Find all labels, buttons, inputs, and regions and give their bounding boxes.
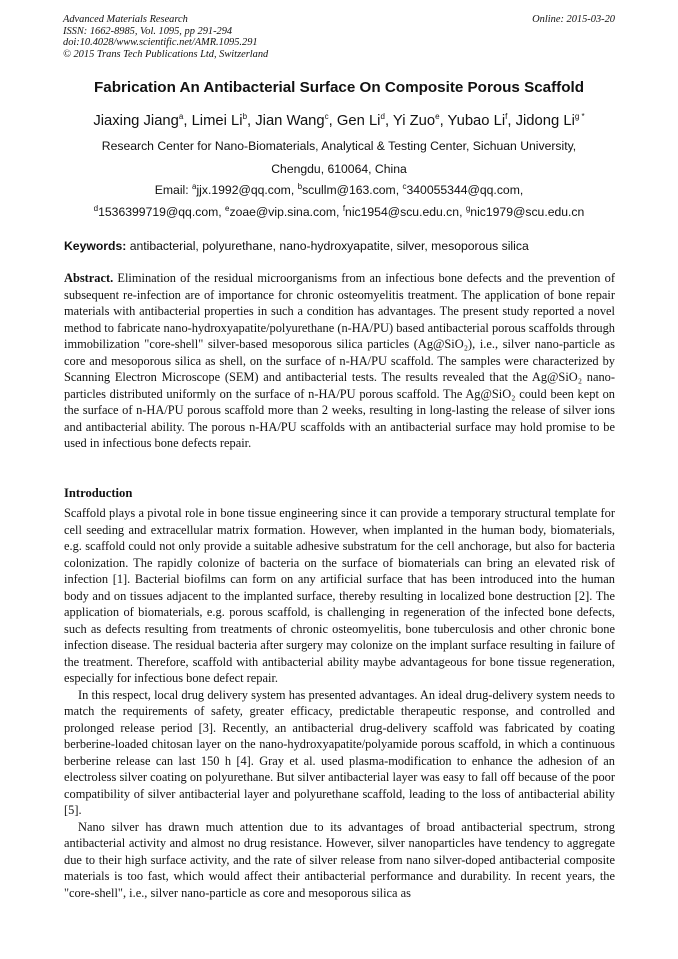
email-line-2: $^d$1536399719@qq.com, $^e$zoae@vip.sina.com, $^f$nic1954@scu.edu.cn, $^g$nic1979@scu.edu.cn [93,204,585,220]
author-name: Jian Wang [255,112,325,129]
doi-line: doi:10.4028/www.scientific.net/AMR.1095.291 [63,37,258,49]
email-mark: e [225,204,230,213]
author-list: Jiaxing Jiang$^a$, Limei Li$^b$, Jian Wang$^c$, Gen Li$^d$, Yi Zuo$^e$, Yubao Li$^f$, Jidong $Li^{g *}$ [93,112,585,129]
introduction-body [64,505,615,901]
email-mark: f [342,204,346,213]
author-name: Yi Zuo [392,112,436,129]
author-name: Jiaxing Jiang [93,112,179,129]
author-name: Yubao Li [447,112,506,129]
email-label: Email: [154,183,193,198]
email-address[interactable]: nic1954@scu.edu.cn [345,205,460,220]
keywords [64,239,616,253]
author-affil-mark: g * [574,112,585,121]
keywords-text: antibacterial, polyurethane, nano-hydroxyapatite, silver, mesoporous silica [129,239,529,253]
affiliation-line-1: Research Center for Nano-Biomaterials, Analytical & Testing Center, Sichuan University, [101,139,577,153]
email-mark: a [192,182,197,191]
email-mark: g [465,204,471,213]
intro-paragraph: In this respect, local drug delivery system has presented advantages. An ideal drug-delivery system needs to match the requirements of safety, greater efficacy, predictable therapeutic response, and controlled and prolonged release period [3]. Recently, an antibacterial drug-delivery scaffold was fabricated by coating berberine-loaded chitosan layer on the nano-hydroxyapatite/polyamide porous scaffold, in which a continuous berberine release can last 150 h [4]. Gray et al. used plasma-modification to enhance the adhesion of an electroless silver coating on polyurethane. But silver antibacterial layer was easy to fall off because of the poor compatibility of silver antibacterial layer and polyurethane scaffold, leading to the loss of antibacterial ability [5]. [64,687,615,817]
email-address[interactable]: 340055344@qq.com [406,183,520,198]
email-address[interactable]: 1536399719@qq.com [98,205,219,220]
online-date: Online: 2015-03-20 [532,14,615,25]
author-affil-mark: b [242,112,248,121]
author-affil-mark: d [380,112,385,121]
email-address[interactable]: nic1979@scu.edu.cn [470,205,585,220]
issn-line: ISSN: 1662-8985, Vol. 1095, pp 291-294 [63,25,233,37]
affiliation-line-2: Chengdu, 610064, China [271,162,407,176]
author-affil-mark: f [505,112,508,121]
author-name: Jidong Li [515,112,575,129]
email-mark: c [402,182,407,191]
author-affil-mark: e [435,112,440,121]
email-line-1: Email: $^a$jjx.1992@qq.com, $^b$scullm@163.com, $^c$340055344@qq.com, [154,182,524,198]
email-address[interactable]: jjx.1992@qq.com [196,183,291,198]
intro-paragraph: Scaffold plays a pivotal role in bone tissue engineering since it can provide a temporary structural template for cell seeding and extracellular matrix formation. However, when implanted in the human body, biomaterials, e.g. scaffold could not only provide a suitable adhesive substratum for the cell anchorage, but also for bacteria colonization. The rapidly colonize of bacteria on the surface of biomaterials can bring an elevated risk of infection [1]. Bacterial biofilms can form on any artificial surface that has been introduced into the human body and on tissues adjacent to the implanted surface, thereby resulting in localized bone destruction [2]. The application of biomaterials, e.g. porous scaffold, is challenging in regeneration of the infected bone defects, such as defects resulting from treatments of chronic osteomyelitis, bone tuberculosis and other chronic bone infection disease. The residual bacteria after surgery may colonize on the implant surface resulting in failure of the treatment. Therefore, scaffold with antibacterial ability maybe advantageous for bone tissue regeneration, especially for infectious bone defect repair. [64,506,615,685]
paper-title: Fabrication An Antibacterial Surface On Composite Porous Scaffold [93,79,584,96]
intro-paragraph: Nano silver has drawn much attention due to its advantages of broad antibacterial spectrum, strong antibacterial activity and almost no drug resistance. However, silver nanoparticles have tendency to aggregate due to their high surface activity, and the rate of silver release from nano silver-doped antibacterial composite materials is too fast, which would affect their antibacterial performance and durability. In recent years, the "core-shell", i.e., silver nano-particle as core and mesoporous silica as [64,819,615,900]
journal-name: Advanced Materials Research [63,14,188,25]
author-affil-mark: a [178,112,184,121]
email-mark: b [297,182,303,191]
abstract [64,270,615,452]
author-name: Gen Li [336,112,381,129]
keywords-label: Keywords: [64,239,127,253]
email-address[interactable]: zoae@vip.sina.com [229,205,337,220]
introduction-heading: Introduction [64,486,133,500]
abstract-label: Abstract. [64,271,114,285]
copyright-line: © 2015 Trans Tech Publications Ltd, Switzerland [63,48,269,60]
email-mark: d [93,204,99,213]
abstract-text: Elimination of the residual microorganisms from an infectious bone defects and the prevention of subsequent re-infection are of importance for chronic osteomyelitis treatment. The application of bone repair materials with antibacterial properties in such a condition has advantages. The present study reported a novel method to fabricate nano-hydroxyapatite/polyurethane (n-HA/PU) based antibacterial porous scaffolds through immobilization "core-shell" silver-based mesoporous silica particles (Ag@SiO₂), i.e., silver nano-particle as core and mesoporous silica as shell, on the surface of n-HA/PU scaffold. The samples were characterized by Scanning Electron Microscope (SEM) and antibacterial tests. The results revealed that the Ag@SiO₂ nano-particles distributed uniformly on the surface of n-HA/PU porous scaffold. The Ag@SiO₂ could been kept on the surface of n-HA/PU porous scaffold more than 2 weeks, resulting in long-lasting the release of silver ions and antibacterial ability. The porous n-HA/PU scaffolds with an antibacterial surface may hold promise to be used in infectious bone defects repair. [64,271,615,450]
journal-header [63,14,615,60]
author-name: Limei Li [191,112,243,129]
email-address[interactable]: scullm@163.com [302,183,396,198]
author-affil-mark: c [324,112,329,121]
